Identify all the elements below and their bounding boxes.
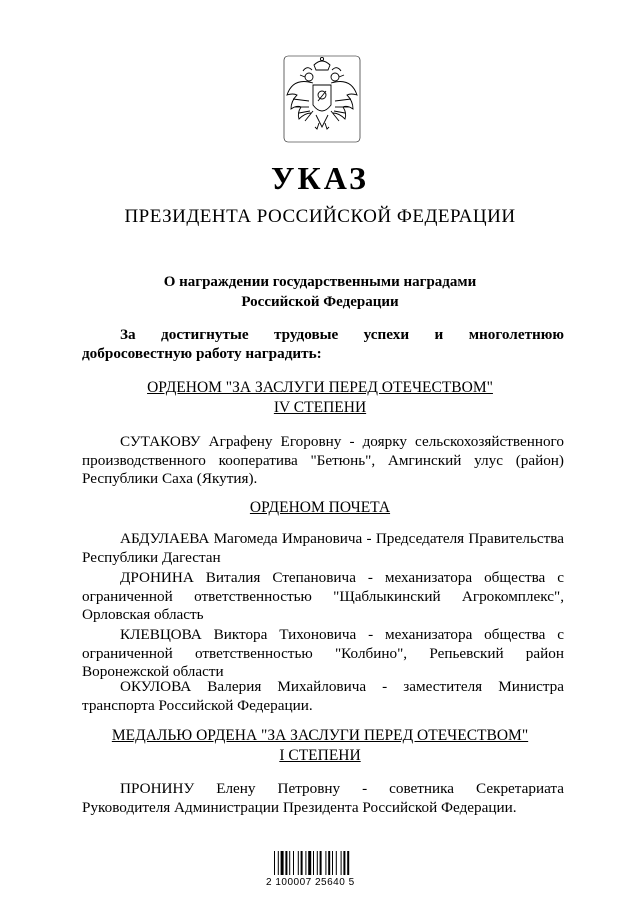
award-heading-2 [0, 498, 640, 518]
recipient-entry: СУТАКОВУ Аграфену Егоровну - доярку сельскохозяйственного производственного кооператива "Бетюнь", Амгинский улус (район) Республики Саха (Якутия). [82, 433, 564, 487]
recipient-entry: ОКУЛОВА Валерия Михайловича - заместителя Министра транспорта Российской Федерации. [82, 678, 564, 714]
subject-line-2: Российской Федерации [241, 294, 399, 310]
intro-paragraph: За достигнутые трудовые успехи и многолетнюю добросовестную работу наградить: [82, 326, 564, 362]
award-3-line-2: I СТЕПЕНИ [279, 747, 361, 764]
award-1-line-1: ОРДЕНОМ "ЗА ЗАСЛУГИ ПЕРЕД ОТЕЧЕСТВОМ" [147, 379, 493, 396]
recipient-entry: АБДУЛАЕВА Магомеда Имрановича - Председателя Правительства Республики Дагестан [82, 530, 564, 566]
decree-issuer: ПРЕЗИДЕНТА РОССИЙСКОЙ ФЕДЕРАЦИИ [124, 206, 516, 227]
award-heading-1 [0, 378, 640, 418]
recipient-entry: КЛЕВЦОВА Виктора Тихоновича - механизатора общества с ограниченной ответственностью "Колбино", Репьевский район Воронежской области [82, 626, 564, 680]
award-heading-3 [0, 726, 640, 766]
decree-subject [0, 272, 640, 312]
recipient-entry: ПРОНИНУ Елену Петровну - советника Секретариата Руководителя Администрации Президента Российской Федерации. [82, 780, 564, 816]
barcode-number: 2 100007 25640 5 [266, 877, 355, 888]
coat-of-arms-icon [283, 55, 361, 145]
award-2-line-1: ОРДЕНОМ ПОЧЕТА [249, 499, 391, 516]
recipient-entry: ДРОНИНА Виталия Степановича - механизатора общества с ограниченной ответственностью "Щаблыкинский Агрокомплекс", Орловская область [82, 569, 564, 623]
award-1-line-2: IV СТЕПЕНИ [273, 399, 367, 416]
decree-title: УКАЗ [271, 160, 369, 196]
subject-line-1: О награждении государственными наградами [163, 274, 477, 290]
award-3-line-1: МЕДАЛЬЮ ОРДЕНА "ЗА ЗАСЛУГИ ПЕРЕД ОТЕЧЕСТВОМ" [111, 727, 529, 744]
